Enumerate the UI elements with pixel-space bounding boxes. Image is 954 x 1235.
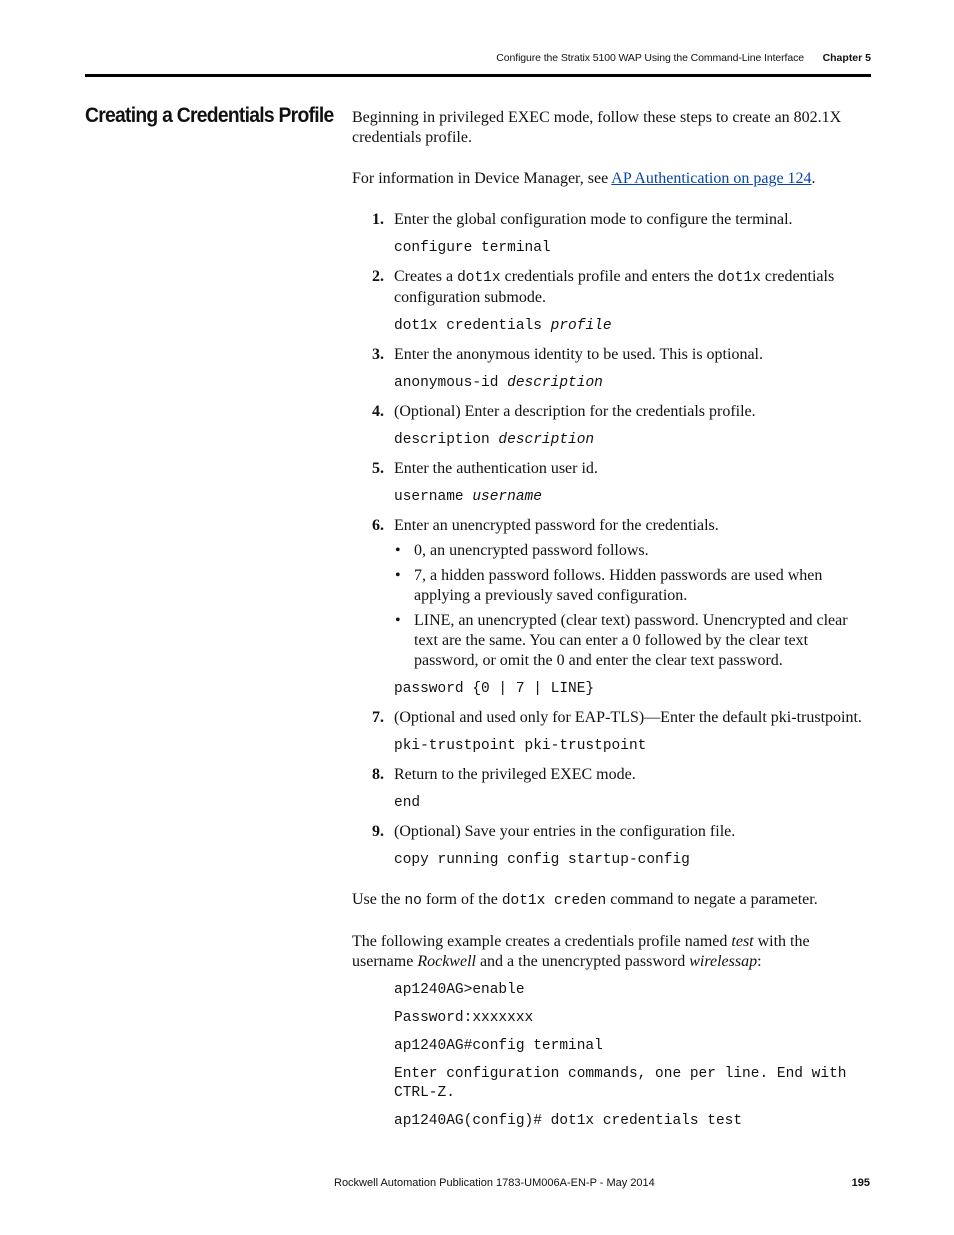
step-number: 1. bbox=[372, 211, 384, 228]
text: command to negate a parameter. bbox=[606, 891, 818, 908]
step-text: Enter the anonymous identity to be used. This is optional. bbox=[394, 346, 763, 363]
code-placeholder: username bbox=[472, 489, 542, 505]
running-title: Configure the Stratix 5100 WAP Using the Command-Line Interface bbox=[496, 52, 804, 64]
code-placeholder: description bbox=[498, 432, 595, 448]
page-header bbox=[0, 52, 954, 70]
no-form-paragraph bbox=[352, 890, 874, 911]
step-9 bbox=[352, 822, 874, 842]
step-text: credentials profile and enters the bbox=[500, 268, 718, 285]
step-text: credentials configuration submode. bbox=[394, 268, 835, 306]
inline-code: no bbox=[404, 893, 422, 909]
emphasis: test bbox=[731, 933, 754, 950]
info-paragraph bbox=[352, 169, 874, 189]
step-2 bbox=[352, 267, 874, 308]
emphasis: wirelessap bbox=[689, 953, 758, 970]
publication-id: Rockwell Automation Publication 1783-UM006A-EN-P - May 2014 bbox=[334, 1177, 655, 1189]
step-text: (Optional and used only for EAP-TLS)—Enter the default pki-trustpoint. bbox=[394, 709, 862, 726]
text: form of the bbox=[421, 891, 502, 908]
code-line: copy running config startup-config bbox=[394, 852, 690, 868]
step-number: 9. bbox=[372, 823, 384, 840]
body-content bbox=[352, 108, 874, 1140]
example-intro-paragraph bbox=[352, 932, 874, 972]
code-line: Enter configuration commands, one per line. End with CTRL-Z. bbox=[394, 1066, 856, 1101]
step-number: 6. bbox=[372, 517, 384, 534]
step-4 bbox=[352, 402, 874, 422]
info-prefix: For information in Device Manager, see bbox=[352, 170, 612, 187]
code-line: end bbox=[394, 795, 421, 811]
code-text: description bbox=[394, 432, 499, 448]
info-suffix: . bbox=[811, 170, 816, 187]
password-options-list bbox=[394, 541, 874, 671]
text: and a the unencrypted password bbox=[475, 953, 690, 970]
text: Use the bbox=[352, 891, 405, 908]
code-line: ap1240AG(config)# dot1x credentials test bbox=[394, 1113, 743, 1129]
step-number: 8. bbox=[372, 766, 384, 783]
emphasis: Rockwell bbox=[417, 953, 476, 970]
step-7 bbox=[352, 708, 874, 728]
step-text: Enter the authentication user id. bbox=[394, 460, 598, 477]
ap-authentication-link[interactable]: AP Authentication on page 124 bbox=[611, 170, 812, 187]
step-number: 3. bbox=[372, 346, 384, 363]
code-line bbox=[394, 374, 874, 393]
inline-code: dot1x creden bbox=[501, 893, 607, 909]
code-line: password {0 | 7 | LINE} bbox=[394, 681, 595, 697]
step-3 bbox=[352, 345, 874, 365]
step-text: Enter the global configuration mode to configure the terminal. bbox=[394, 211, 793, 228]
step-8 bbox=[352, 765, 874, 785]
step-text: Return to the privileged EXEC mode. bbox=[394, 766, 636, 783]
text: The following example creates a credentials profile named bbox=[352, 933, 732, 950]
code-line bbox=[394, 431, 874, 450]
code-line: ap1240AG>enable bbox=[394, 982, 525, 998]
step-number: 7. bbox=[372, 709, 384, 726]
step-number: 5. bbox=[372, 460, 384, 477]
text: with the username bbox=[352, 933, 810, 970]
header-rule bbox=[85, 74, 871, 77]
step-number: 2. bbox=[372, 268, 384, 285]
code-line bbox=[394, 488, 874, 507]
text: : bbox=[757, 953, 762, 970]
intro-paragraph: Beginning in privileged EXEC mode, follow these steps to create an 802.1X credentials profile. bbox=[352, 109, 842, 146]
step-text: Creates a bbox=[394, 268, 458, 285]
step-number: 4. bbox=[372, 403, 384, 420]
example-code-block bbox=[352, 981, 874, 1131]
step-text: (Optional) Save your entries in the configuration file. bbox=[394, 823, 736, 840]
list-item: • LINE, an unencrypted (clear text) password. Unencrypted and clear text are the same. You can enter a 0 followed by the clear text password, or omit the 0 and enter the clear text password. bbox=[394, 611, 874, 671]
list-item: • 7, a hidden password follows. Hidden passwords are used when applying a previously saved configuration. bbox=[394, 566, 874, 606]
code-placeholder: profile bbox=[550, 318, 612, 334]
chapter-label: Chapter 5 bbox=[822, 52, 871, 64]
code-line: pki-trustpoint pki-trustpoint bbox=[394, 738, 647, 754]
step-text: Enter an unencrypted password for the credentials. bbox=[394, 517, 719, 534]
code-text: anonymous-id bbox=[394, 375, 508, 391]
page-number: 195 bbox=[851, 1177, 870, 1189]
step-5 bbox=[352, 459, 874, 479]
code-line: ap1240AG#config terminal bbox=[394, 1038, 603, 1054]
section-title: Creating a Credentials Profile bbox=[85, 104, 334, 127]
code-line: configure terminal bbox=[394, 240, 551, 256]
code-text: username bbox=[394, 489, 473, 505]
step-1 bbox=[352, 210, 874, 230]
code-line: Password:xxxxxxx bbox=[394, 1010, 534, 1026]
code-placeholder: description bbox=[507, 375, 603, 391]
step-list bbox=[352, 210, 874, 870]
code-line bbox=[394, 317, 874, 336]
step-6 bbox=[352, 516, 874, 536]
inline-code: dot1x bbox=[457, 270, 501, 286]
list-item: • 0, an unencrypted password follows. bbox=[394, 541, 874, 561]
step-text: (Optional) Enter a description for the credentials profile. bbox=[394, 403, 756, 420]
code-text: dot1x credentials bbox=[394, 318, 551, 334]
inline-code: dot1x bbox=[717, 270, 761, 286]
